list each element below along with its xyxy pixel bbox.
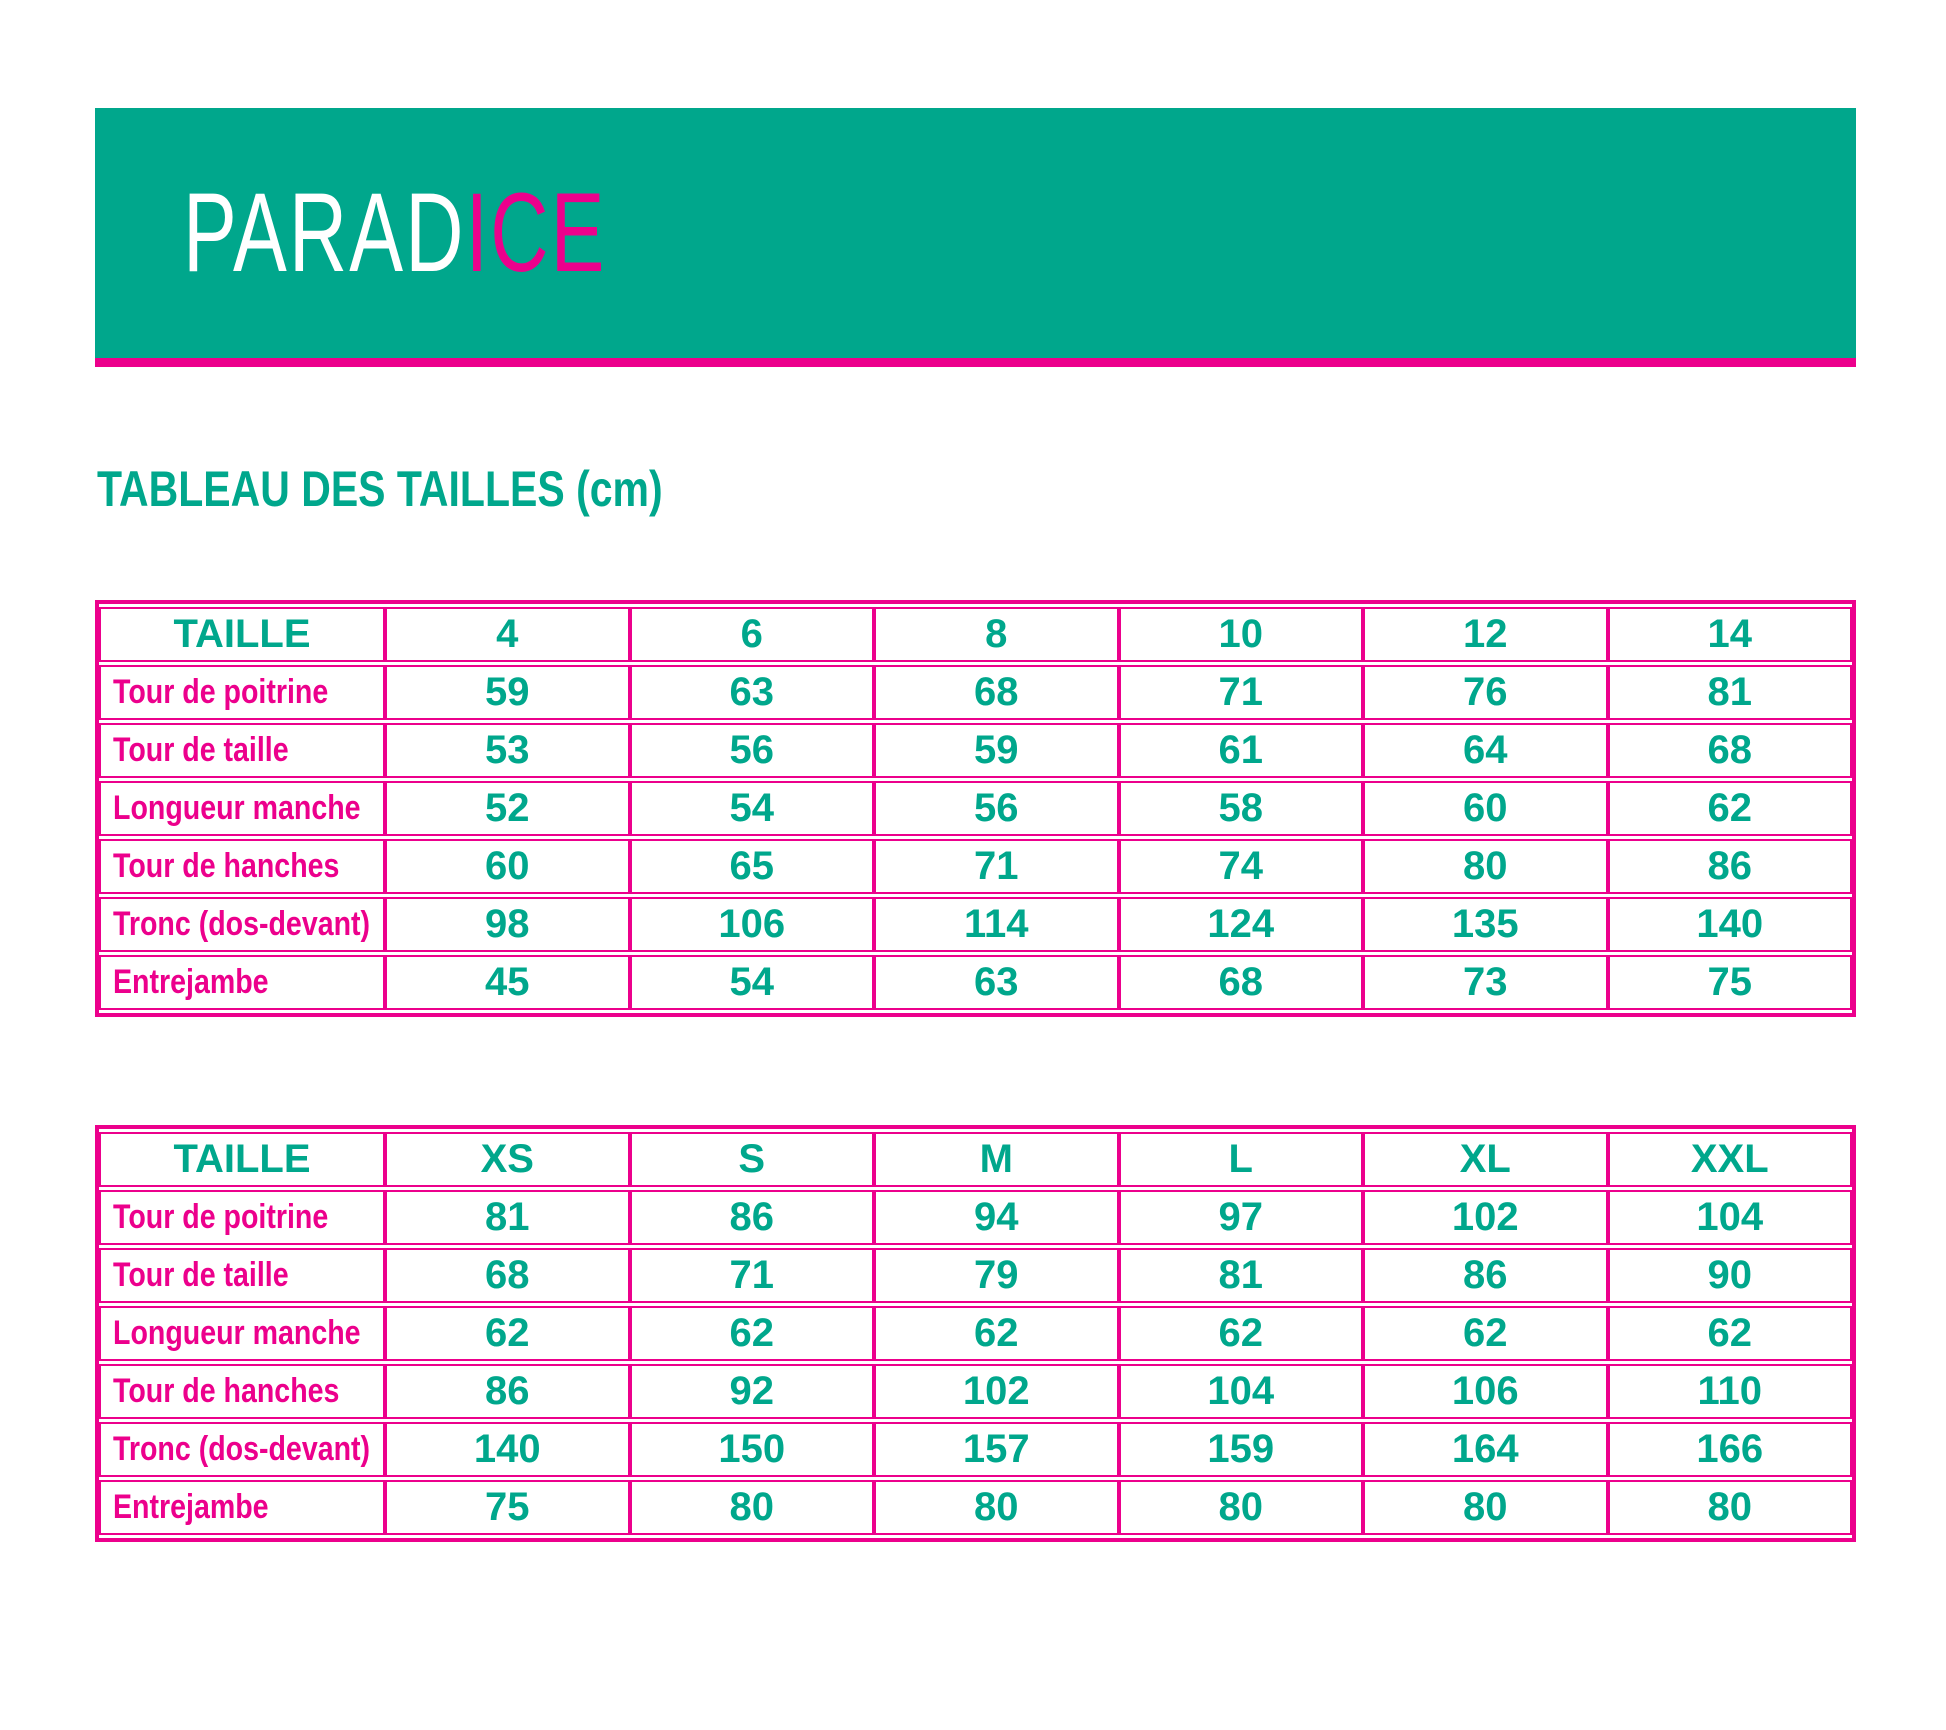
size-value: 102 — [1363, 1190, 1608, 1245]
size-value: 59 — [874, 723, 1119, 778]
size-value: 62 — [385, 1306, 630, 1361]
measurement-label: Longueur manche — [113, 1314, 361, 1352]
table-row — [99, 1248, 1852, 1303]
size-header-cell: L — [1119, 1132, 1364, 1187]
measurement-label: Tour de hanches — [113, 1372, 340, 1410]
brand-logo-main: PARAD — [183, 170, 466, 295]
brand-banner — [95, 108, 1856, 358]
size-header-cell: XXL — [1608, 1132, 1853, 1187]
size-value: 58 — [1119, 781, 1364, 836]
size-value: 62 — [630, 1306, 875, 1361]
size-value: 53 — [385, 723, 630, 778]
brand-logo — [183, 170, 607, 295]
measurement-label-cell — [99, 665, 385, 720]
size-value: 94 — [874, 1190, 1119, 1245]
size-value: 157 — [874, 1422, 1119, 1477]
size-header-cell: 4 — [385, 607, 630, 662]
measurement-label-cell — [99, 781, 385, 836]
table-row — [99, 781, 1852, 836]
size-value: 124 — [1119, 897, 1364, 952]
size-value: 86 — [1608, 839, 1853, 894]
size-value: 135 — [1363, 897, 1608, 952]
measurement-label-cell — [99, 1248, 385, 1303]
table-header-row — [99, 1132, 1852, 1187]
size-value: 80 — [1608, 1480, 1853, 1535]
size-value: 86 — [1363, 1248, 1608, 1303]
size-value: 81 — [385, 1190, 630, 1245]
table-row — [99, 1422, 1852, 1477]
measurement-label-cell — [99, 1306, 385, 1361]
size-header-cell: 10 — [1119, 607, 1364, 662]
letter-size-table — [95, 1125, 1856, 1542]
size-value: 140 — [1608, 897, 1853, 952]
brand-logo-accent: ICE — [465, 170, 607, 295]
measurement-label: Longueur manche — [113, 789, 361, 827]
size-value: 62 — [1119, 1306, 1364, 1361]
size-value: 68 — [1608, 723, 1853, 778]
size-value: 106 — [1363, 1364, 1608, 1419]
measurement-label: Entrejambe — [113, 963, 269, 1001]
size-value: 86 — [385, 1364, 630, 1419]
size-value: 73 — [1363, 955, 1608, 1010]
measurement-label: Tour de taille — [113, 1256, 289, 1294]
size-value: 59 — [385, 665, 630, 720]
measurement-label-cell — [99, 897, 385, 952]
measurement-label: Tronc (dos-devant) — [113, 1430, 371, 1468]
size-header-cell: XL — [1363, 1132, 1608, 1187]
size-value: 71 — [630, 1248, 875, 1303]
size-value: 90 — [1608, 1248, 1853, 1303]
size-value: 76 — [1363, 665, 1608, 720]
measurement-label: Entrejambe — [113, 1488, 269, 1526]
size-value: 56 — [874, 781, 1119, 836]
size-value: 80 — [1363, 1480, 1608, 1535]
size-header-cell: 14 — [1608, 607, 1853, 662]
measurement-label: Tour de poitrine — [113, 673, 329, 711]
measurement-label-cell — [99, 955, 385, 1010]
size-header-cell: XS — [385, 1132, 630, 1187]
table-row — [99, 723, 1852, 778]
size-value: 65 — [630, 839, 875, 894]
size-value: 166 — [1608, 1422, 1853, 1477]
size-value: 114 — [874, 897, 1119, 952]
size-value: 61 — [1119, 723, 1364, 778]
measurement-label-cell — [99, 1422, 385, 1477]
size-value: 68 — [1119, 955, 1364, 1010]
size-value: 81 — [1119, 1248, 1364, 1303]
size-value: 71 — [874, 839, 1119, 894]
size-value: 80 — [630, 1480, 875, 1535]
size-value: 102 — [874, 1364, 1119, 1419]
size-value: 60 — [385, 839, 630, 894]
size-value: 60 — [1363, 781, 1608, 836]
size-value: 79 — [874, 1248, 1119, 1303]
table-row — [99, 1190, 1852, 1245]
size-value: 62 — [1608, 781, 1853, 836]
size-value: 104 — [1119, 1364, 1364, 1419]
size-header-cell: TAILLE — [99, 1132, 385, 1187]
table-row — [99, 897, 1852, 952]
size-value: 68 — [385, 1248, 630, 1303]
table-row — [99, 839, 1852, 894]
size-value: 62 — [1608, 1306, 1853, 1361]
table-row — [99, 1364, 1852, 1419]
numeric-size-table — [95, 600, 1856, 1017]
size-value: 104 — [1608, 1190, 1853, 1245]
size-value: 106 — [630, 897, 875, 952]
size-header-cell: 6 — [630, 607, 875, 662]
size-header-cell: 12 — [1363, 607, 1608, 662]
measurement-label-cell — [99, 1190, 385, 1245]
size-value: 75 — [385, 1480, 630, 1535]
size-value: 54 — [630, 781, 875, 836]
size-value: 74 — [1119, 839, 1364, 894]
banner-underline-divider — [95, 358, 1856, 367]
size-value: 86 — [630, 1190, 875, 1245]
size-value: 68 — [874, 665, 1119, 720]
measurement-label: Tronc (dos-devant) — [113, 905, 371, 943]
size-value: 54 — [630, 955, 875, 1010]
size-value: 63 — [874, 955, 1119, 1010]
size-header-cell: TAILLE — [99, 607, 385, 662]
size-value: 80 — [1363, 839, 1608, 894]
measurement-label: Tour de poitrine — [113, 1198, 329, 1236]
size-value: 159 — [1119, 1422, 1364, 1477]
table-row — [99, 1306, 1852, 1361]
size-value: 98 — [385, 897, 630, 952]
size-value: 110 — [1608, 1364, 1853, 1419]
size-value: 64 — [1363, 723, 1608, 778]
size-value: 56 — [630, 723, 875, 778]
size-value: 81 — [1608, 665, 1853, 720]
size-value: 71 — [1119, 665, 1364, 720]
measurement-label-cell — [99, 1480, 385, 1535]
table-row — [99, 665, 1852, 720]
size-value: 80 — [1119, 1480, 1364, 1535]
size-value: 97 — [1119, 1190, 1364, 1245]
size-value: 62 — [874, 1306, 1119, 1361]
table-header-row — [99, 607, 1852, 662]
table-row — [99, 1480, 1852, 1535]
size-value: 80 — [874, 1480, 1119, 1535]
measurement-label: Tour de taille — [113, 731, 289, 769]
size-value: 63 — [630, 665, 875, 720]
size-header-cell: S — [630, 1132, 875, 1187]
size-header-cell: M — [874, 1132, 1119, 1187]
measurement-label: Tour de hanches — [113, 847, 340, 885]
size-value: 92 — [630, 1364, 875, 1419]
size-value: 164 — [1363, 1422, 1608, 1477]
size-value: 62 — [1363, 1306, 1608, 1361]
measurement-label-cell — [99, 839, 385, 894]
size-value: 52 — [385, 781, 630, 836]
size-value: 45 — [385, 955, 630, 1010]
size-value: 75 — [1608, 955, 1853, 1010]
table-row — [99, 955, 1852, 1010]
size-value: 140 — [385, 1422, 630, 1477]
page-title: TABLEAU DES TAILLES (cm) — [97, 461, 663, 517]
measurement-label-cell — [99, 1364, 385, 1419]
size-header-cell: 8 — [874, 607, 1119, 662]
size-value: 150 — [630, 1422, 875, 1477]
measurement-label-cell — [99, 723, 385, 778]
